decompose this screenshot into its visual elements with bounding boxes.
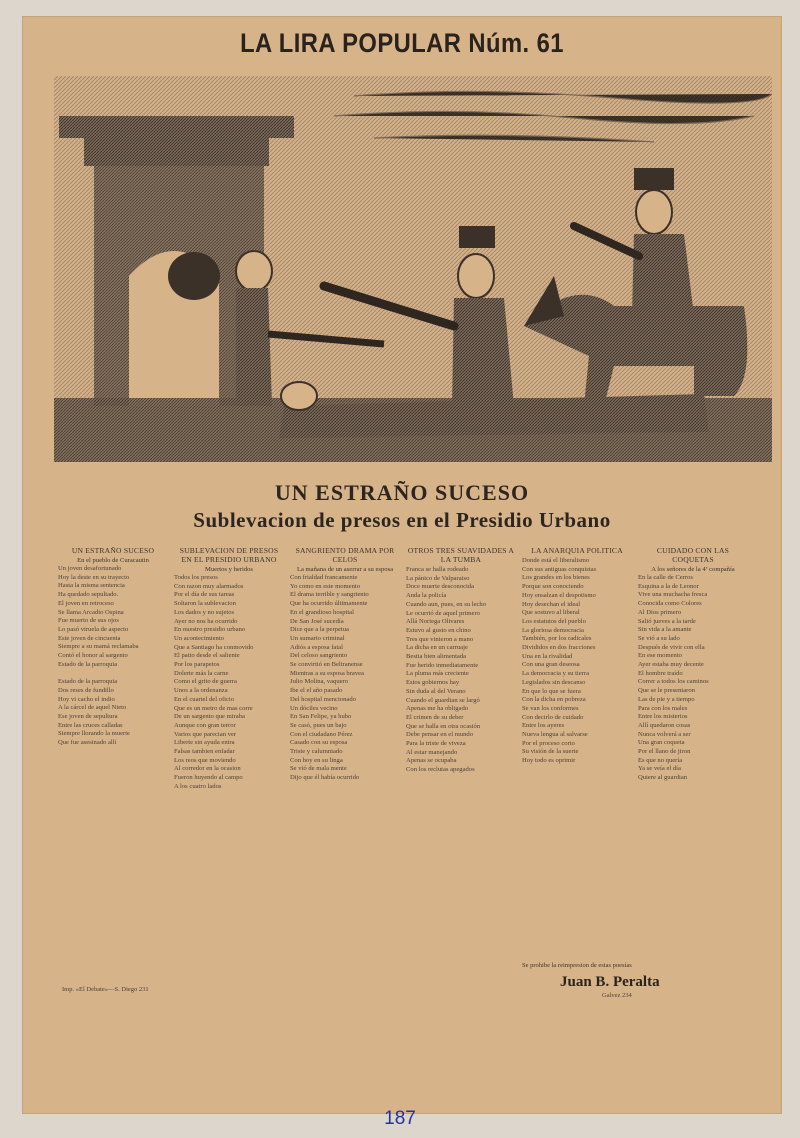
poem-line: Que a Santiago ha conmovido — [174, 643, 254, 651]
poem-line: Dijo que él había ocurrido — [290, 774, 360, 782]
poem-line: Entre los misterios — [638, 713, 688, 721]
poem-line: Es que no quería — [638, 756, 683, 764]
poem-line: Los reos que moviendo — [174, 756, 236, 764]
poem-line: Con decirlo de cuidado — [522, 713, 584, 721]
poem-line: Después de vivir con ella — [638, 643, 705, 651]
poem-line: El hombre traído — [638, 669, 683, 677]
poem-line: El joven en retroceso — [58, 599, 114, 607]
poem-line: Que se halla en otra ocasión — [406, 722, 481, 730]
poem-column — [58, 546, 168, 748]
poem-line: Para la triste de viveza — [406, 740, 466, 748]
poem-line: Donde está el liberalismo — [522, 557, 590, 564]
poem-line: Apenas me ha obligado — [406, 705, 469, 713]
poem-line: Apenas se ocupaba — [406, 757, 457, 765]
poem-line: Adiós a esposa fatal — [290, 643, 343, 651]
poem-line: En la calle de Cerros — [638, 574, 693, 581]
poem-line: Un joven desafortunado — [58, 565, 122, 572]
poem-line: Un sumario criminal — [290, 634, 345, 642]
poem-title: CUIDADO CON LAS COQUETAS — [656, 546, 730, 564]
poem-line: Divididos en dos fracciones — [522, 644, 596, 652]
poem-line — [58, 669, 168, 678]
author-name: Juan B. Peralta — [560, 974, 660, 990]
poem-line: Franca se halla rodeado — [406, 566, 469, 573]
poem-line: Dolerte más la carne — [174, 669, 229, 677]
poem-line: La gloriosa democracia — [522, 626, 584, 634]
poem-line: Siempre a su mamá reclamaba — [58, 643, 139, 651]
poem-line: Con los reclutas apegados — [406, 766, 475, 774]
poem-line: Debe pensar en el mundo — [406, 731, 474, 739]
poem-line: Ayer estaba muy decente — [638, 661, 704, 669]
poem-line: Un acontecimiento — [174, 634, 224, 642]
poem-line: Correr a todos los caminos — [638, 678, 709, 686]
poem-line: Casado con su esposa — [290, 739, 348, 747]
poem-line: Anda la policía — [406, 592, 447, 600]
poem-line: Al estar manejando — [406, 748, 458, 756]
poem-line: Nueva lengua al salvarse — [522, 731, 588, 739]
poem-line: Dos reses de fundillo — [58, 686, 114, 694]
poem-line: Porque son conociendo — [522, 583, 584, 591]
poem-line: Las de pie y a tiempo — [638, 695, 695, 703]
poem-line: A los cuatro lados — [174, 782, 222, 790]
poem-line: Conocida como Colores — [638, 600, 702, 608]
poem-line: Con el ciudadano Pérez — [290, 730, 353, 738]
poem-line: Se convirtió en Beltranense — [290, 661, 363, 669]
poem-title: LA ANARQUIA POLITICA — [531, 546, 623, 555]
poem-line: Que es un metro de mas corre — [174, 704, 253, 712]
poem-subtitle: Muertos y heridos — [205, 566, 253, 573]
poem-line: Hoy desechan el ideal — [522, 600, 581, 608]
poem-line: Del hospital mencionado — [290, 695, 356, 703]
poem-line: Hasta la misma sentencia — [58, 582, 125, 590]
poem-line: Se van los conformes — [522, 704, 579, 712]
poem-line: Doce muerte desconocida — [406, 583, 475, 591]
poem-title: OTROS TRES SUAVIDADES A LA TUMBA — [407, 546, 515, 564]
poem-line: Una gran coqueta — [638, 739, 685, 747]
poem-line: Un dóciles vecino — [290, 704, 338, 712]
poem-line: Cuando aun, pues, en su lecho — [406, 600, 487, 608]
poem-line: El patio desde el saliente — [174, 652, 240, 660]
poem-subtitle: La mañana de un aserrar a su esposa — [296, 566, 394, 573]
poem-column — [522, 546, 632, 766]
poem-column — [406, 546, 516, 775]
poem-title: UN ESTRAÑO SUCESO — [71, 546, 155, 555]
poem-line: Se llama Arcadio Ospina — [58, 608, 124, 616]
poem-line: Liberte sin ayuda entra — [174, 739, 235, 747]
poem-line: Entre las cruces calladas — [58, 721, 123, 729]
poem-line: Sin vida a la amante — [638, 626, 692, 634]
poem-line: Al Dios primero — [638, 608, 682, 616]
poem-line: Ha quedado sepultado. — [58, 591, 119, 599]
poem-line: Estuvo al gusto en chino — [406, 626, 471, 634]
poem-line: Salió jueves a la tarde — [638, 617, 696, 625]
poem-line: Con frialdad francamente — [290, 574, 358, 581]
poem-line: Hoy ensalzan el despotismo — [522, 591, 596, 599]
poem-line: Falsas tambien enfadar — [174, 748, 235, 756]
poem-line: Como el grito de guerra — [174, 678, 237, 686]
poem-line: Bestia bien alimentada — [406, 653, 467, 661]
poem-line: Contó el honor al sargento — [58, 652, 128, 660]
poem-column — [290, 546, 400, 783]
poem-line: Hoy todo es oprimir — [522, 757, 576, 765]
poem-line: De un sargento que miraba — [174, 713, 245, 721]
poem-line: De San José sucedía — [290, 617, 344, 625]
poem-line: Se casó, pues un bajo — [290, 721, 347, 729]
poem-line: Quiere al guardian — [638, 774, 688, 782]
poem-line: En el grandioso hospital — [290, 608, 354, 616]
poem-line: El crimen de su deber — [406, 713, 464, 721]
poem-line: Allí quedaron cosas — [638, 721, 691, 729]
poem-line: La dicha en un carruaje — [406, 644, 468, 652]
catalog-number: 187 — [384, 1108, 416, 1129]
poem-column — [638, 546, 748, 783]
poem-title: SUBLEVACION DE PRESOS EN EL PRESIDIO URBANO — [179, 546, 279, 564]
broadsheet-page — [22, 16, 782, 1114]
poem-subtitle: En el pueblo de Curacautin — [77, 557, 149, 564]
poem-line: Que ha ocurrido últimamente — [290, 600, 368, 608]
poem-line: Nunca volverá a ser — [638, 730, 691, 738]
poem-line: Los dados y no sujetos — [174, 608, 235, 616]
poem-line: El drama terrible y sangriento — [290, 591, 369, 599]
poem-line: La pluma más creciente — [406, 670, 469, 678]
poem-line: Ya se veía el día — [638, 765, 681, 773]
poem-line: Con una gran deseosa — [522, 661, 580, 669]
subheadline: Sublevacion de presos en el Presidio Urbano — [193, 508, 611, 532]
poem-line: Entre los ayeres — [522, 722, 565, 730]
poem-line: Allá Noriega Olivares — [406, 618, 465, 626]
poem-line: Le ocurrió de aquel primero — [406, 609, 480, 617]
poem-line: Julio Molina, vaquero — [290, 678, 349, 686]
poem-line: Por los parapetos — [174, 661, 220, 669]
poem-line: En San Felipe, ya hubo — [290, 713, 352, 721]
poem-line: También, por los radicales — [522, 635, 592, 643]
poem-line: Yo como en este momento — [290, 582, 361, 590]
poem-line: Este joven de cincuenta — [58, 634, 121, 642]
author-address: Galvez 234 — [602, 992, 632, 999]
poem-line: Fue muerto de sus ojos — [58, 617, 119, 625]
poem-line: En el cuartel del oficio — [174, 695, 235, 703]
poem-line: Que se le presentaron — [638, 687, 695, 695]
copyright-note: Se prohibe la reimpresion de estas poesías — [522, 962, 632, 969]
poem-line: Sin duda al del Verano — [406, 687, 466, 695]
poem-line: Unos a la ordenanza — [174, 687, 228, 695]
poem-line: En ese momento — [638, 652, 682, 660]
poem-line: Siempre llorando la muerte — [58, 730, 130, 738]
masthead-title: LA LIRA POPULAR Núm. 61 — [240, 28, 564, 58]
poem-line: Los grandes en los bienes — [522, 574, 590, 582]
poem-line: Tres que vinieron a mano — [406, 635, 474, 643]
poem-line: Para con los males — [638, 704, 688, 712]
poem-line: Con razon muy alarmados — [174, 582, 244, 590]
poem-line: Fue herido inmediatamente — [406, 661, 479, 669]
poem-line: Soltaron la sublevacion — [174, 600, 236, 608]
poem-subtitle: A los señores de la 4ª compañía — [651, 566, 735, 573]
poem-line: Ayer no nos ha ocurrido — [174, 617, 238, 625]
poem-line: Estado de la parroquia — [58, 678, 118, 686]
poem-line: Estado de la parroquia — [58, 660, 118, 668]
headline: UN ESTRAÑO SUCESO — [274, 480, 530, 505]
poem-line: Una en la rivalidad — [522, 652, 573, 660]
poem-line: La democracia y su tierra — [522, 670, 589, 678]
poem-line: Cuando el guardian se largó — [406, 696, 480, 704]
poem-line: Hoy vi cacho el indio — [58, 695, 115, 703]
poem-line: Su visión de la suerte — [522, 748, 579, 756]
poem-column — [174, 546, 284, 792]
poem-line: En nuestro presidio urbano — [174, 626, 246, 634]
poem-line: Triste y calumniado — [290, 748, 343, 756]
poem-line: Varios que parecian ver — [174, 730, 237, 738]
poem-line: Estos gobiernos hay — [406, 679, 460, 687]
poem-line: Lo pasó viruela de aspecto — [58, 625, 129, 633]
printer-imprint: Imp. «El Debate»—S. Diego 231 — [62, 986, 149, 993]
poem-line: Con hoy en su linga — [290, 756, 343, 764]
poem-line: Con la dicha en pobreza — [522, 696, 586, 704]
poem-line: Por el día de sus tareas — [174, 591, 235, 599]
poem-line: Ibe el el año pasado — [290, 687, 343, 695]
poem-line: A la cárcel de aquel Nieto — [58, 704, 127, 712]
poem-line: Vive una muchacha fresca — [638, 591, 708, 599]
poem-line: Fueron huyendo al campo — [174, 774, 243, 782]
poem-line: La pánico de Valparaiso — [406, 574, 470, 582]
poem-title: SANGRIENTO DRAMA POR CELOS — [295, 546, 395, 564]
poem-line: Que sostuvo al liberal — [522, 609, 580, 617]
poem-line: Por el proceso corto — [522, 739, 575, 747]
poem-line: Con sus antiguas conquistas — [522, 565, 597, 573]
poem-line: Que fue asesinado allí — [58, 739, 117, 747]
poem-line: Hoy la deste en su trayecto — [58, 573, 130, 581]
poem-line: Se vió de mala mente — [290, 765, 347, 773]
poem-line: Mientras a su esposa bravea — [290, 669, 364, 677]
poem-line: Todos los presos — [174, 574, 218, 581]
poem-line: Dice que a la perpetua — [290, 626, 349, 634]
woodcut-illustration — [54, 76, 772, 462]
poem-line: Al corredor en la ocasion — [174, 765, 241, 773]
poem-line: Los estatutos del pueblo — [522, 617, 586, 625]
poem-line: Se vió a su lado — [638, 634, 680, 642]
poem-line: Por el llano de jiron — [638, 748, 691, 756]
poem-line: Esquina a la de Leonor — [638, 582, 699, 590]
poem-line: Legislados sin descanso — [522, 678, 586, 686]
poem-line: Aunque con gran terror — [174, 721, 236, 729]
poem-line: En que lo que se fuera — [522, 687, 581, 695]
poem-line: Ese joven de sepultura — [58, 712, 118, 720]
poem-line: Del celoso sangriento — [290, 652, 348, 660]
